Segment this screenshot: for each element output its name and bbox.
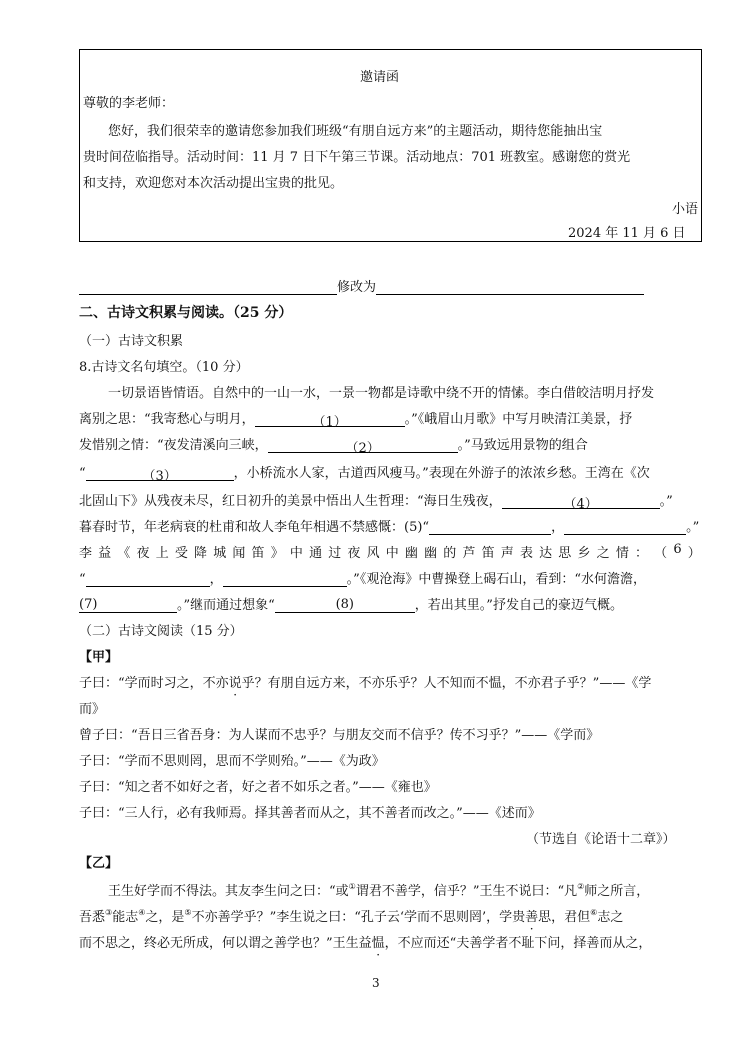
invitation-signer: 小语 (672, 202, 699, 217)
subsection-accumulation: （一）古诗文积累 (79, 334, 184, 349)
blank-8[interactable]: (8) (275, 597, 415, 613)
blank-6b[interactable] (223, 571, 347, 587)
revise-blank-left[interactable] (79, 279, 337, 295)
invitation-greeting: 尊敬的李老师： (83, 96, 175, 111)
para-1-line-g: 李 益 《 夜 上 受 降 城 闻 笛 》 中 通 过 夜 风 中 幽 幽 的 芦 笛 声 表 达 思 乡 之 情 ： （ 6 ） (79, 542, 701, 561)
invitation-body-3: 和支持，欢迎您对本次活动提出宝贵的批见。 (83, 176, 344, 191)
blank-5b[interactable] (564, 519, 686, 535)
passage-yi-label: 【乙】 (79, 856, 119, 871)
invitation-date: 2024 年 11 月 6 日 (568, 226, 686, 241)
revise-line (79, 276, 644, 295)
para-1-line-f: 暮春时节，年老病衰的杜甫和故人李龟年相遇不禁感慨：(5)“ ， 。” (79, 520, 700, 535)
blank-2[interactable]: （2） (268, 437, 458, 453)
para-1-line-i: (7) 。”继而通过想象“ (8) ，若出其里。”抒发自己的豪迈气概。 (79, 597, 623, 613)
para-1-line-b: 离别之思：“我寄愁心与明月， （1） 。”《峨眉山月歌》中写月映清江美景，抒 (79, 412, 633, 430)
para-1-line-h: “ ， 。”《观沧海》中曹操登上碣石山，看到：“水何澹澹， (79, 572, 646, 587)
jia-line-1-cont: 而》 (79, 702, 106, 717)
blank-5a[interactable] (429, 519, 551, 535)
jia-line-4: 子曰：“知之者不如好之者，好之者不如乐之者。”——《雍也》 (79, 780, 437, 795)
blank-6a[interactable] (86, 571, 210, 587)
blank-3[interactable]: （3） (86, 465, 234, 481)
revise-blank-right[interactable] (376, 279, 644, 295)
yi-line-3: 而不思之，终必无所成，何以谓之善学也？”王生益愠，不应而还“夫善学者不耻下问，择善而从之， (79, 936, 652, 951)
page-number: 3 (372, 976, 380, 990)
para-1-line-e: 北固山下》从残夜未尽，红日初升的美景中悟出人生哲理：“海日生残夜， （4） 。” (79, 494, 673, 512)
jia-line-5: 子曰：“三人行，必有我师焉。择其善者而从之，其不善者而改之。”——《述而》 (79, 806, 541, 821)
jia-line-2: 曾子曰：“吾日三省吾身：为人谋而不忠乎？与朋友交而不信乎？传不习乎？”——《学而》 (79, 728, 600, 743)
passage-source: （节选自《论语十二章》） (526, 832, 676, 847)
yi-line-2: 吾悉③能志④之，是⑤不亦善学乎？”李生说之曰：“孔子云‘学而不思则罔’，学贵善思，君但⑥志之 (79, 908, 624, 925)
jia-line-1: 子曰：“学而时习之，不亦说乎？有朋自远方来，不亦乐乎？人不知而不愠，不亦君子乎？”——《学 (79, 676, 652, 691)
invitation-body-1: 您好，我们很荣幸的邀请您参加我们班级“有朋自远方来”的主题活动，期待您能抽出宝 (108, 124, 603, 139)
para-1-line-c: 发惜别之情：“夜发清溪向三峡， （2） 。”马致远用景物的组合 (79, 438, 588, 456)
revise-label: 修改为 (337, 280, 377, 295)
section-heading: 二、古诗文积累与阅读。（25 分） (79, 305, 293, 321)
invitation-body-2: 贵时间莅临指导。活动时间：11 月 7 日下午第三节课。活动地点：701 班教室。感谢您的赏光 (83, 150, 631, 165)
jia-line-3: 子曰：“学而不思则罔，思而不学则殆。”——《为政》 (79, 754, 385, 769)
yi-line-1: 王生好学而不得法。其友李生问之曰：“或①谓君不善学，信乎？”王生不说曰：“凡②师之所言， (108, 882, 650, 899)
invitation-title: 邀请函 (360, 70, 400, 85)
question-8: 8.古诗文名句填空。（10 分） (79, 360, 249, 375)
subsection-reading: （二）古诗文阅读（15 分） (79, 624, 243, 639)
blank-7[interactable]: (7) (79, 597, 177, 613)
passage-jia-label: 【甲】 (79, 650, 119, 665)
blank-4[interactable]: （4） (502, 493, 660, 509)
para-1-line-d: “ （3） ，小桥流水人家，古道西风瘦马。”表现在外游子的浓浓乡愁。王湾在《次 (79, 466, 650, 484)
blank-1[interactable]: （1） (255, 411, 405, 427)
para-1-line-a: 一切景语皆情语。自然中的一山一水，一景一物都是诗歌中绕不开的情愫。李白借皎洁明月抒发 (108, 386, 655, 401)
